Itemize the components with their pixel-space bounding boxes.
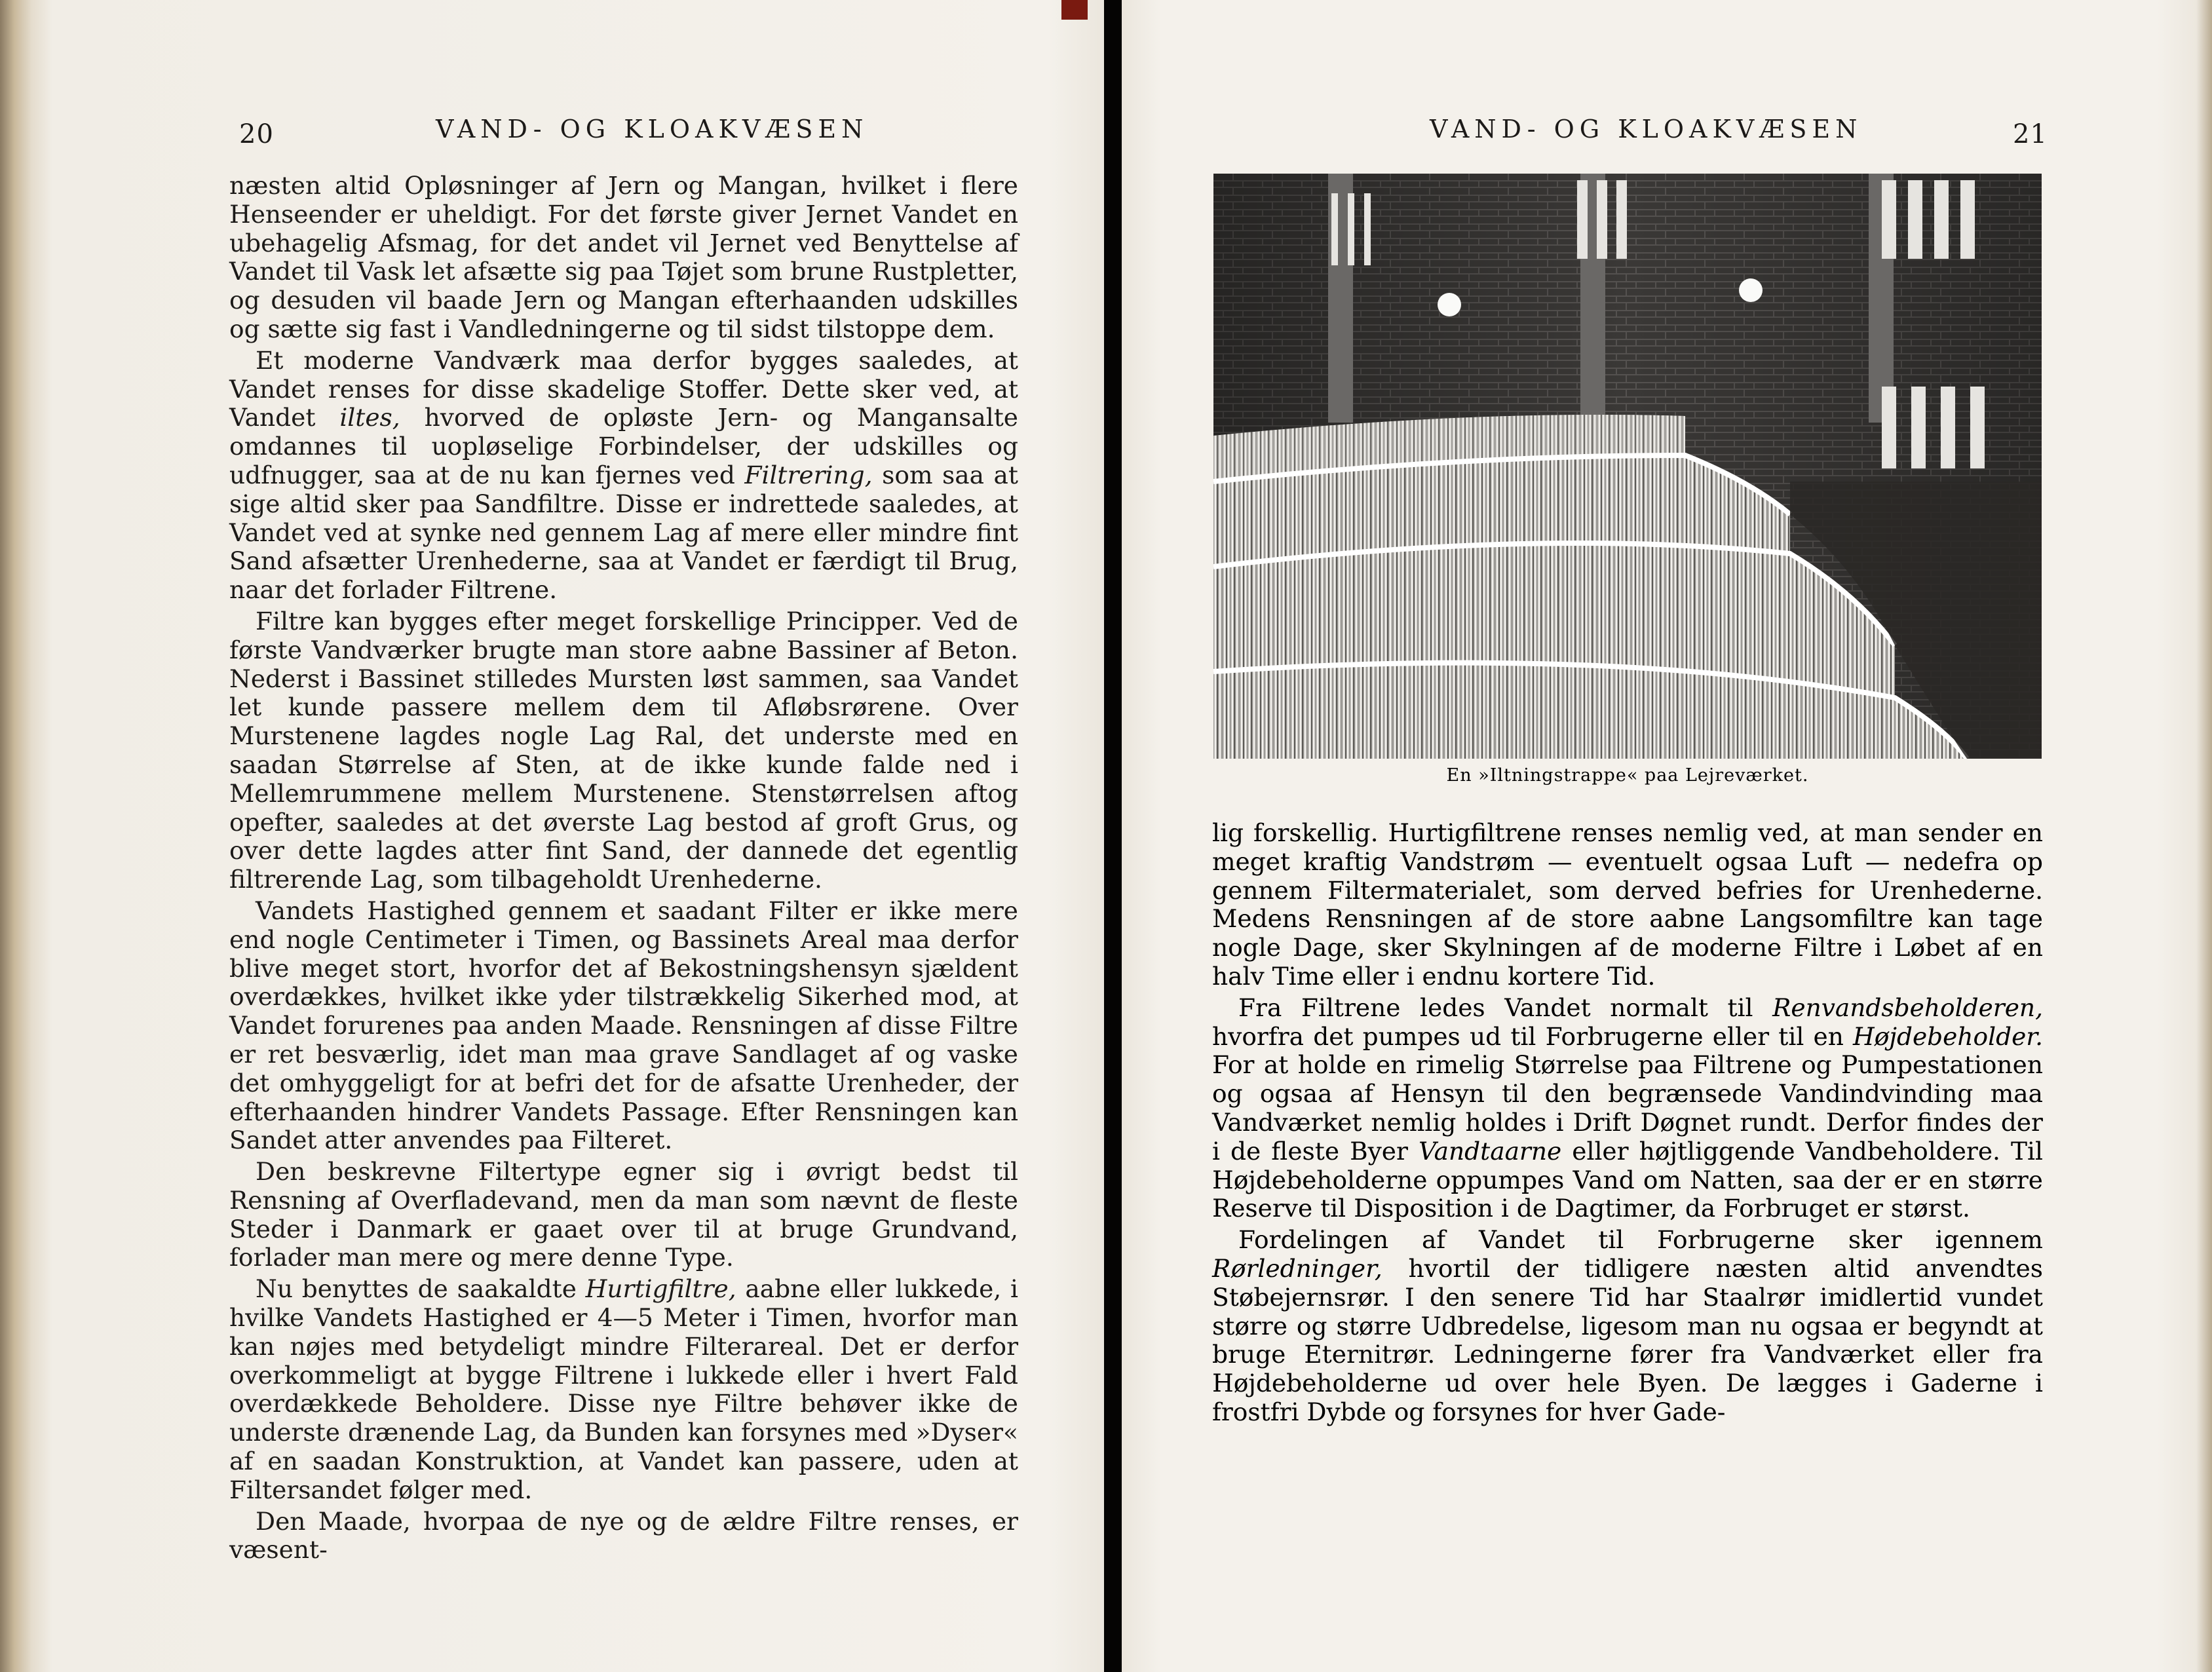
book-gutter (1104, 0, 1122, 1672)
paragraph (229, 1158, 1018, 1272)
emphasis-text: Rørledninger, (1212, 1253, 1382, 1283)
body-text-left (229, 172, 1018, 1565)
emphasis-text: Hurtigfiltre, (585, 1274, 736, 1304)
paragraph (229, 1275, 1018, 1504)
emphasis-text: Højdebeholder. (1853, 1021, 2043, 1051)
body-text: eller højtliggende Vandbeholdere. Til Højdebeholderne oppumpes Vand om Natten, saa der er en større Reserve til Disposition i de Dagtimer, da Forbruget er størst. (1212, 1136, 2043, 1223)
body-text: hvorved de opløste Jern- og Mangansalte omdannes til uopløselige Forbindelser, der udskilles og udfnugger, saa at de nu kan fjernes ved (229, 403, 1018, 489)
emphasis-text: iltes, (339, 403, 400, 432)
page-edge-mark (1061, 0, 1088, 20)
paragraph (229, 172, 1018, 344)
body-text: aabne eller lukkede, i hvilke Vandets Hastighed er 4—5 Meter i Timen, hvorfor man kan nøjes med betydeligt mindre Filterareal. Det er derfor overkommeligt at bygge Filtrene i lukkede eller i hvert Fald overdækkede Beholdere. Disse nye Filtre behøver ikke de underste drænende Lag, da Bunden kan forsynes med »Dyser« af en saadan Konstruktion, at Vandet kan passere, uden at Filtersandet følger med. (229, 1274, 1018, 1504)
emphasis-text: Filtrering, (744, 460, 873, 489)
paragraph (229, 897, 1018, 1155)
page-number: 20 (239, 119, 274, 149)
body-text: hvortil der tidligere næsten altid anvendtes Støbejernsrør. I den senere Tid har Staalrør imidlertid vundet større og større Udbredelse, ligesom man nu ogsaa er begyndt at bruge Eternitrør. Ledningerne fører fra Vandværket eller fra Højdebeholderne ud over hele Byen. De lægges i Gaderne i frostfri Dybde og forsynes for hver Gade- (1212, 1253, 2043, 1426)
paragraph (1212, 819, 2043, 991)
photo-aeration-cascade (1213, 174, 2042, 759)
left-page (0, 0, 1104, 1672)
figure-caption: En »Iltningstrappe« paa Lejreværket. (1446, 765, 1809, 786)
body-text: For at holde en rimelig Størrelse paa Filtrene og Pumpestationen og ogsaa af Hensyn til den begrænsede Vandindvinding maa Vandværket nemlig holdes i Drift Døgnet rundt. Derfor findes der i de fleste Byer (1212, 1050, 2043, 1166)
paragraph (1212, 994, 2043, 1223)
body-text: Fordelingen af Vandet til Forbrugerne sker igennem (1238, 1225, 2043, 1255)
body-text: Fra Filtrene ledes Vandet normalt til (1238, 993, 1773, 1022)
running-head: VAND- OG KLOAKVÆSEN (1430, 115, 1863, 143)
body-text: Den Maade, hvorpaa de nye og de ældre Filtre renses, er væsent- (229, 1506, 1018, 1565)
body-text-right (1212, 819, 2043, 1427)
body-text: næsten altid Opløsninger af Jern og Mangan, hvilket i flere Henseender er uheldigt. For det første giver Jernet Vandet en ubehagelig Afsmag, for det andet vil Jernet ved Benyttelse af Vandet til Vask let afsætte sig paa Tøjet som brune Rustpletter, og desuden vil baade Jern og Mangan efterhaanden udskilles og sætte sig fast i Vandledningerne og til sidst tilstoppe dem. (229, 171, 1018, 343)
emphasis-text: Renvandsbeholderen, (1772, 993, 2043, 1022)
body-text: Filtre kan bygges efter meget forskellige Principper. Ved de første Vandværker brugte man store aabne Bassiner af Beton. Nederst i Bassinet stilledes Mursten løst sammen, saa Vandet let kunde passere mellem dem til Afløbsrørene. Over Murstenene lagdes nogle Lag Ral, det underste med en saadan Størrelse af Sten, at de ikke kunde falde ned i Mellemrummene mellem Murstenene. Stenstørrelsen aftog opefter, saaledes at det øverste Lag bestod af groft Grus, og over dette lagdes atter fint Sand, der dannede det egentlig filtrerende Lag, som tilbageholdt Urenhederne. (229, 606, 1018, 894)
body-text: Vandets Hastighed gennem et saadant Filter er ikke mere end nogle Centimeter i Timen, og Bassinets Areal maa derfor blive meget stort, hvorfor det af Bekostningshensyn sjældent overdækkes, hvilket ikke yder tilstrækkelig Sikerhed mod, at Vandet forurenes paa anden Maade. Rensningen af disse Filtre er ret besværlig, idet man maa grave Sandlaget af og vaske det omhyggeligt for at befri det for de afsatte Urenheder, der efterhaanden hindrer Vandets Passage. Efter Rensningen kan Sandet atter anvendes paa Filteret. (229, 896, 1018, 1155)
running-head: VAND- OG KLOAKVÆSEN (436, 115, 869, 143)
emphasis-text: Vandtaarne (1418, 1136, 1562, 1166)
body-text: lig forskellig. Hurtigfiltrene renses nemlig ved, at man sender en meget kraftig Vandstrøm — eventuelt ogsaa Luft — nedefra op gennem Filtermaterialet, som derved befries for Urenhederne. Medens Rensningen af de store aabne Langsomfiltre kan tage nogle Dage, sker Skylningen af de moderne Filtre i Løbet af en halv Time eller i endnu kortere Tid. (1212, 818, 2043, 991)
paragraph (1212, 1226, 2043, 1427)
body-text: som saa at sige altid sker paa Sandfiltre. Disse er indrettede saaledes, at Vandet ved at synke ned gennem Lag af mere eller mindre fint Sand afsætter Urenhederne, saa at Vandet er færdigt til Brug, naar det forlader Filtrene. (229, 460, 1018, 605)
body-text: Et moderne Vandværk maa derfor bygges saaledes, at Vandet renses for disse skadelige Stoffer. Dette sker ved, at Vandet (229, 345, 1018, 432)
body-text: Nu benyttes de saakaldte (256, 1274, 586, 1304)
body-text: hvorfra det pumpes ud til Forbrugerne eller til en (1212, 1021, 1854, 1051)
paragraph (229, 347, 1018, 605)
page-number: 21 (2013, 119, 2048, 149)
body-text: Den beskrevne Filtertype egner sig i øvrigt bedst til Rensning af Overfladevand, men da man som nævnt de fleste Steder i Danmark er gaaet over til at bruge Grundvand, forlader man mere og mere denne Type. (229, 1157, 1018, 1272)
paragraph (229, 607, 1018, 894)
paragraph (229, 1508, 1018, 1565)
